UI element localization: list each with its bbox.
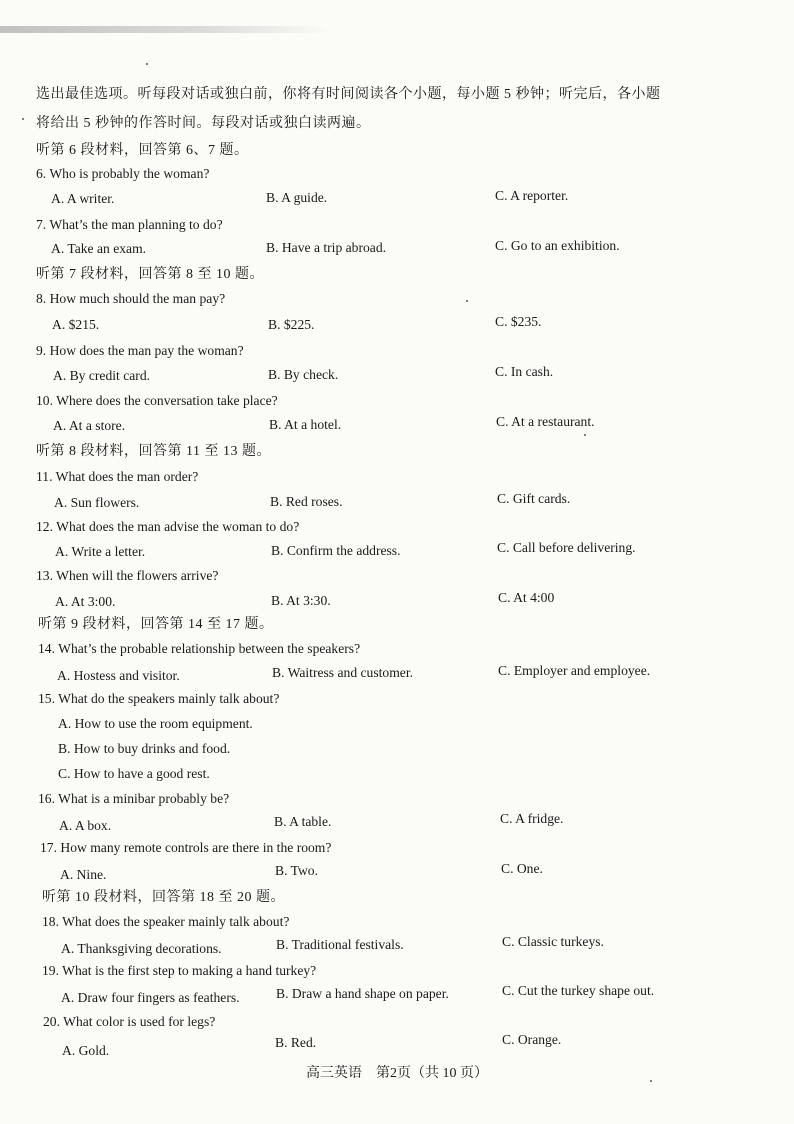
- question-14: 14. What’s the probable relationship between the speakers?: [38, 641, 361, 656]
- question-17: 17. How many remote controls are there in the room?: [40, 840, 332, 855]
- option-7-c: C. Go to an exhibition.: [495, 238, 620, 253]
- scan-speck: [146, 63, 148, 65]
- option-15-a: A. How to use the room equipment.: [58, 716, 253, 731]
- question-12: 12. What does the man advise the woman to do?: [36, 519, 300, 534]
- option-8-c: C. $235.: [495, 314, 542, 329]
- section-heading-8: 听第 8 段材料，回答第 11 至 13 题。: [36, 444, 271, 459]
- section-heading-9: 听第 9 段材料，回答第 14 至 17 题。: [38, 617, 274, 632]
- page-footer: 高三英语 第2页（共 10 页）: [306, 1066, 488, 1081]
- question-13: 13. When will the flowers arrive?: [36, 568, 219, 583]
- option-19-b: B. Draw a hand shape on paper.: [276, 986, 449, 1001]
- option-19-a: A. Draw four fingers as feathers.: [61, 990, 240, 1005]
- option-18-a: A. Thanksgiving decorations.: [61, 941, 222, 956]
- option-15-c: C. How to have a good rest.: [58, 766, 210, 781]
- question-6: 6. Who is probably the woman?: [36, 166, 210, 181]
- option-20-a: A. Gold.: [62, 1043, 110, 1058]
- section-heading-6: 听第 6 段材料，回答第 6、7 题。: [36, 143, 249, 158]
- question-10: 10. Where does the conversation take place?: [36, 393, 278, 408]
- question-15: 15. What do the speakers mainly talk about?: [38, 691, 280, 706]
- option-12-b: B. Confirm the address.: [271, 543, 401, 558]
- option-18-b: B. Traditional festivals.: [276, 937, 404, 952]
- option-7-a: A. Take an exam.: [51, 241, 147, 256]
- option-13-b: B. At 3:30.: [271, 593, 331, 608]
- option-9-a: A. By credit card.: [53, 368, 151, 383]
- scan-speck: [466, 300, 468, 302]
- question-11: 11. What does the man order?: [36, 469, 199, 484]
- option-8-a: A. $215.: [52, 317, 100, 332]
- option-12-c: C. Call before delivering.: [497, 540, 636, 555]
- option-14-c: C. Employer and employee.: [498, 663, 651, 678]
- question-19: 19. What is the first step to making a hand turkey?: [42, 963, 317, 978]
- option-11-b: B. Red roses.: [270, 494, 343, 509]
- option-15-b: B. How to buy drinks and food.: [58, 741, 231, 756]
- option-10-c: C. At a restaurant.: [496, 414, 595, 429]
- section-heading-7: 听第 7 段材料，回答第 8 至 10 题。: [36, 267, 264, 282]
- option-11-c: C. Gift cards.: [497, 491, 571, 506]
- option-19-c: C. Cut the turkey shape out.: [502, 983, 655, 998]
- option-12-a: A. Write a letter.: [55, 544, 146, 559]
- option-9-c: C. In cash.: [495, 364, 554, 379]
- option-13-a: A. At 3:00.: [55, 594, 116, 609]
- option-9-b: B. By check.: [268, 367, 339, 382]
- option-10-a: A. At a store.: [53, 418, 126, 433]
- scan-edge-shadow: [0, 26, 330, 33]
- instruction-line-1: 选出最佳选项。听每段对话或独白前，你将有时间阅读各个小题，每小题 5 秒钟；听完后，各小题: [36, 87, 661, 102]
- option-6-b: B. A guide.: [266, 190, 328, 205]
- scan-speck: [584, 434, 586, 436]
- question-18: 18. What does the speaker mainly talk about?: [42, 914, 290, 929]
- question-9: 9. How does the man pay the woman?: [36, 343, 244, 358]
- option-13-c: C. At 4:00: [498, 590, 555, 605]
- section-heading-10: 听第 10 段材料，回答第 18 至 20 题。: [42, 890, 285, 905]
- option-20-b: B. Red.: [275, 1035, 317, 1050]
- option-17-a: A. Nine.: [60, 867, 107, 882]
- option-11-a: A. Sun flowers.: [54, 495, 140, 510]
- option-16-a: A. A box.: [59, 818, 112, 833]
- question-8: 8. How much should the man pay?: [36, 291, 226, 306]
- option-6-c: C. A reporter.: [495, 188, 569, 203]
- question-16: 16. What is a minibar probably be?: [38, 791, 230, 806]
- option-16-b: B. A table.: [274, 814, 332, 829]
- option-14-b: B. Waitress and customer.: [272, 665, 413, 680]
- option-8-b: B. $225.: [268, 317, 315, 332]
- question-7: 7. What’s the man planning to do?: [36, 217, 223, 232]
- option-17-c: C. One.: [501, 861, 543, 876]
- option-16-c: C. A fridge.: [500, 811, 564, 826]
- option-14-a: A. Hostess and visitor.: [57, 668, 180, 683]
- option-6-a: A. A writer.: [51, 191, 115, 206]
- option-17-b: B. Two.: [275, 863, 318, 878]
- option-10-b: B. At a hotel.: [269, 417, 342, 432]
- option-20-c: C. Orange.: [502, 1032, 562, 1047]
- scan-speck: [22, 118, 24, 120]
- option-18-c: C. Classic turkeys.: [502, 934, 604, 949]
- option-7-b: B. Have a trip abroad.: [266, 240, 387, 255]
- question-20: 20. What color is used for legs?: [43, 1014, 216, 1029]
- instruction-line-2: 将给出 5 秒钟的作答时间。每段对话或独白读两遍。: [36, 116, 371, 131]
